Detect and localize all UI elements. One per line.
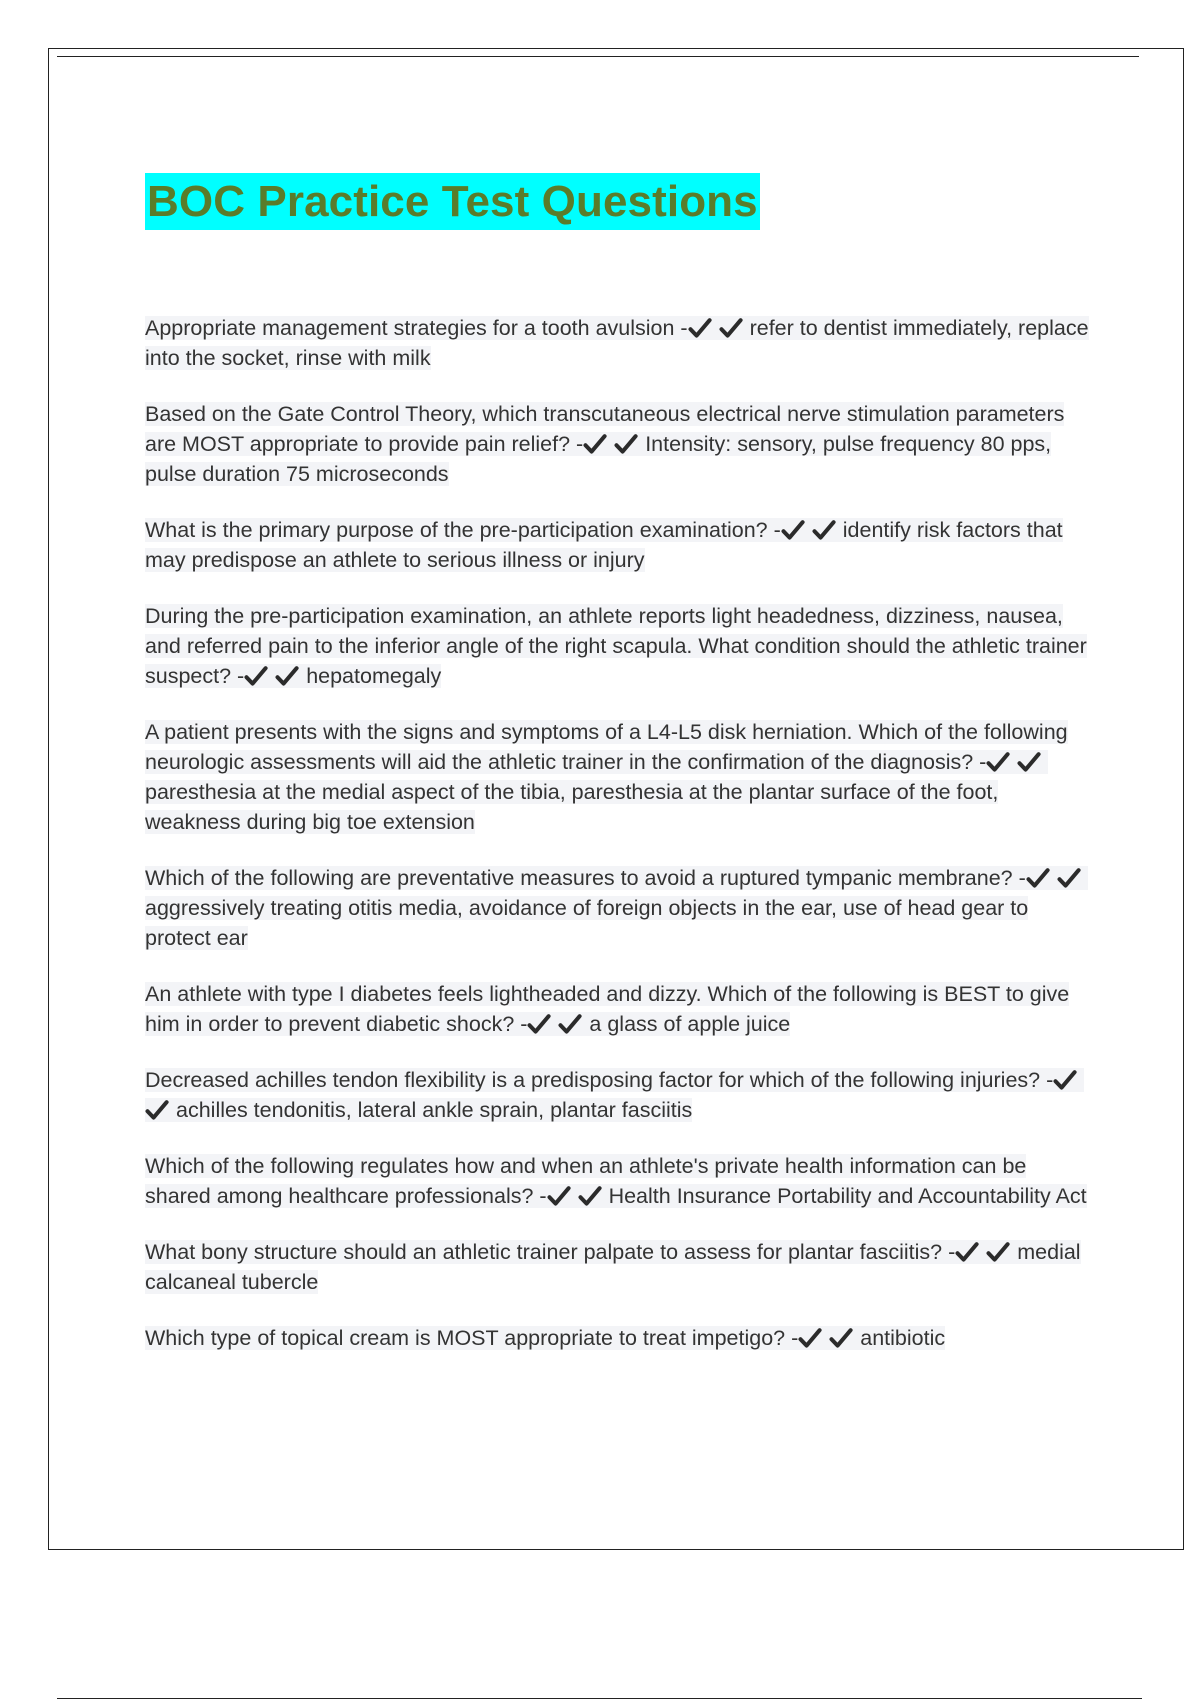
answer-text: a glass of apple juice: [589, 1012, 791, 1036]
question-text: What bony structure should an athletic trainer palpate to assess for plantar fasciitis? -: [145, 1240, 956, 1264]
header-rule: [57, 56, 1139, 57]
check-mark-icon: [688, 317, 712, 339]
question-answer-text: [145, 604, 1087, 688]
question-item: [145, 399, 1095, 489]
question-text: Which type of topical cream is MOST appropriate to treat impetigo? -: [145, 1326, 799, 1350]
question-text: Decreased achilles tendon flexibility is a predisposing factor for which of the following injuries? -: [145, 1068, 1054, 1092]
check-mark-icon: [986, 1241, 1010, 1263]
question-text: Based on the Gate Control Theory, which transcutaneous electrical nerve stimulation parameters are MOST appropriate to provide pain relief? -: [145, 402, 1065, 456]
question-item: [145, 1237, 1095, 1297]
answer-text: medial calcaneal tubercle: [145, 1240, 1081, 1294]
question-text: During the pre-participation examination, an athlete reports light headedness, dizziness, nausea, and referred pain to the inferior angle of the right scapula. What condition should the athletic trainer suspect? -: [145, 604, 1087, 688]
check-mark-icon: [1053, 1069, 1077, 1091]
check-mark-icon: [558, 1013, 582, 1035]
check-mark-icon: [578, 1185, 602, 1207]
question-item: [145, 717, 1095, 837]
question-answer-text: [145, 1068, 1084, 1122]
check-mark-icon: [955, 1241, 979, 1263]
question-text: Which of the following regulates how and when an athlete's private health information can be shared among healthcare professionals? -: [145, 1154, 1027, 1208]
check-mark-icon: [1017, 751, 1041, 773]
question-item: [145, 979, 1095, 1039]
question-answer-text: [145, 1154, 1087, 1208]
check-mark-icon: [527, 1013, 551, 1035]
question-text: What is the primary purpose of the pre-participation examination? -: [145, 518, 781, 542]
question-answer-text: [145, 518, 1063, 572]
question-item: [145, 1323, 1095, 1353]
check-mark-icon: [719, 317, 743, 339]
question-answer-text: [145, 316, 1089, 370]
answer-text: Intensity: sensory, pulse frequency 80 pps, pulse duration 75 microseconds: [145, 432, 1052, 486]
answer-text: achilles tendonitis, lateral ankle sprain, plantar fasciitis: [176, 1098, 693, 1122]
question-answer-text: [145, 1326, 945, 1350]
footer-rule: [57, 1698, 1142, 1699]
question-item: [145, 313, 1095, 373]
question-answer-text: [145, 402, 1064, 486]
answer-text: refer to dentist immediately, replace into the socket, rinse with milk: [145, 316, 1089, 370]
answer-text: antibiotic: [860, 1326, 946, 1350]
question-item: [145, 515, 1095, 575]
question-item: [145, 1151, 1095, 1211]
document-title: BOC Practice Test Questions: [147, 177, 758, 226]
check-mark-icon: [829, 1327, 853, 1349]
question-text: An athlete with type I diabetes feels lightheaded and dizzy. Which of the following is BEST to give him in order to prevent diabetic shock? -: [145, 982, 1070, 1036]
question-item: [145, 863, 1095, 953]
answer-text: hepatomegaly: [306, 664, 442, 688]
question-text: Appropriate management strategies for a tooth avulsion -: [145, 316, 688, 340]
question-item: [145, 601, 1095, 691]
check-mark-icon: [812, 519, 836, 541]
check-mark-icon: [781, 519, 805, 541]
check-mark-icon: [986, 751, 1010, 773]
answer-text: paresthesia at the medial aspect of the tibia, paresthesia at the plantar surface of the foot, weakness during big toe extension: [145, 780, 999, 834]
question-answer-list: [145, 313, 1095, 1379]
question-answer-text: [145, 982, 1069, 1036]
check-mark-icon: [583, 433, 607, 455]
question-answer-text: [145, 720, 1068, 834]
check-mark-icon: [547, 1185, 571, 1207]
question-text: A patient presents with the signs and symptoms of a L4-L5 disk herniation. Which of the following neurologic assessments will aid the athletic trainer in the confirmation of the diagnosis? -: [145, 720, 1068, 774]
check-mark-icon: [1026, 867, 1050, 889]
question-answer-text: [145, 866, 1088, 950]
check-mark-icon: [145, 1099, 169, 1121]
check-mark-icon: [1057, 867, 1081, 889]
title-highlight: [145, 173, 760, 230]
question-text: Which of the following are preventative measures to avoid a ruptured tympanic membrane? -: [145, 866, 1026, 890]
question-answer-text: [145, 1240, 1081, 1294]
answer-text: aggressively treating otitis media, avoidance of foreign objects in the ear, use of head gear to protect ear: [145, 896, 1029, 950]
question-item: [145, 1065, 1095, 1125]
answer-text: Health Insurance Portability and Accountability Act: [608, 1184, 1087, 1208]
check-mark-icon: [798, 1327, 822, 1349]
answer-text: identify risk factors that may predispose an athlete to serious illness or injury: [145, 518, 1063, 572]
check-mark-icon: [244, 665, 268, 687]
check-mark-icon: [614, 433, 638, 455]
check-mark-icon: [275, 665, 299, 687]
